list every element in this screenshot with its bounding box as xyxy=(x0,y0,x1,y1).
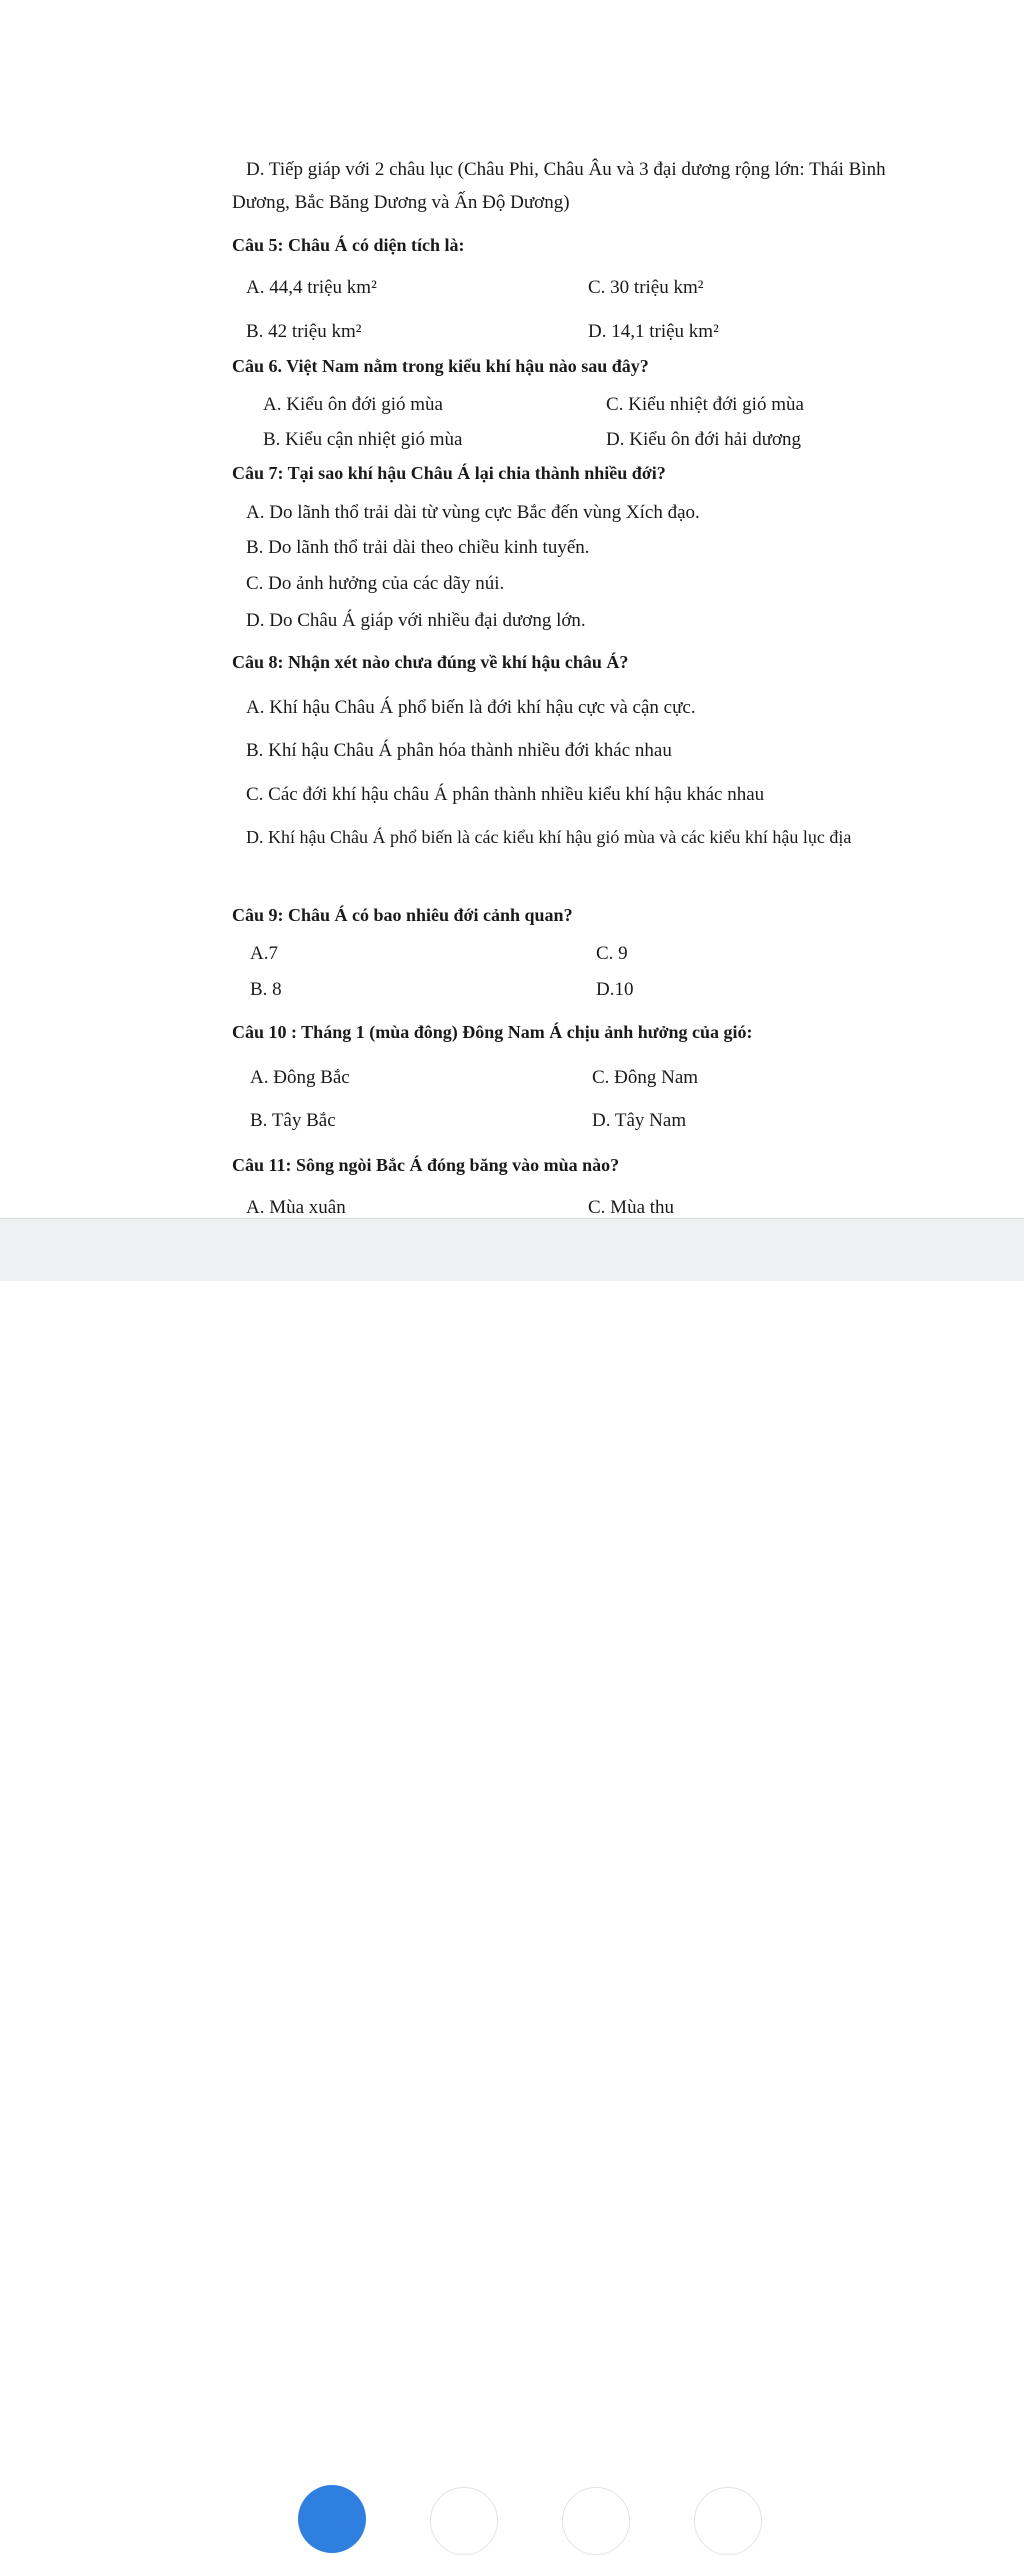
q8-option-a: A. Khí hậu Châu Á phổ biến là đới khí hậu cực và cận cực. xyxy=(246,697,696,718)
q5-option-a: A. 44,4 triệu km² xyxy=(246,277,377,298)
question-6: Câu 6. Việt Nam nằm trong kiểu khí hậu nào sau đây? xyxy=(232,356,649,376)
question-8: Câu 8: Nhận xét nào chưa đúng về khí hậu châu Á? xyxy=(232,652,629,672)
action-button-4[interactable] xyxy=(694,2487,762,2555)
question-5: Câu 5: Châu Á có diện tích là: xyxy=(232,235,465,255)
document-page xyxy=(0,0,1024,1218)
bottom-action-bar xyxy=(0,1218,1024,1281)
question-7: Câu 7: Tại sao khí hậu Châu Á lại chia thành nhiều đới? xyxy=(232,463,666,483)
q11-option-a: A. Mùa xuân xyxy=(246,1197,346,1218)
q4-option-d-line2: Dương, Bắc Băng Dương và Ấn Độ Dương) xyxy=(232,192,570,213)
action-button-2[interactable] xyxy=(430,2487,498,2555)
question-11: Câu 11: Sông ngòi Bắc Á đóng băng vào mùa nào? xyxy=(232,1155,620,1175)
q6-option-a: A. Kiểu ôn đới gió mùa xyxy=(263,394,443,415)
q9-option-a: A.7 xyxy=(250,943,278,964)
q10-option-a: A. Đông Bắc xyxy=(250,1067,350,1088)
q9-option-c: C. 9 xyxy=(596,943,628,964)
q9-option-b: B. 8 xyxy=(250,979,282,1000)
q7-option-d: D. Do Châu Á giáp với nhiều đại dương lớn. xyxy=(246,610,586,631)
action-button-3[interactable] xyxy=(562,2487,630,2555)
q10-option-b: B. Tây Bắc xyxy=(250,1110,336,1131)
q6-option-b: B. Kiểu cận nhiệt gió mùa xyxy=(263,429,463,450)
q6-option-c: C. Kiểu nhiệt đới gió mùa xyxy=(606,394,804,415)
q10-option-c: C. Đông Nam xyxy=(592,1067,699,1088)
q7-option-c: C. Do ảnh hưởng của các dãy núi. xyxy=(246,573,505,594)
q8-option-c: C. Các đới khí hậu châu Á phân thành nhiều kiểu khí hậu khác nhau xyxy=(246,784,765,805)
q5-option-b: B. 42 triệu km² xyxy=(246,321,362,342)
primary-action-button[interactable] xyxy=(298,2485,366,2553)
q6-option-d: D. Kiểu ôn đới hải dương xyxy=(606,429,802,450)
q5-option-c: C. 30 triệu km² xyxy=(588,277,704,298)
q7-option-b: B. Do lãnh thổ trải dài theo chiều kinh tuyến. xyxy=(246,537,590,558)
q11-option-c: C. Mùa thu xyxy=(588,1197,675,1218)
question-9: Câu 9: Châu Á có bao nhiêu đới cảnh quan? xyxy=(232,905,573,925)
q8-option-d: D. Khí hậu Châu Á phổ biến là các kiểu khí hậu gió mùa và các kiểu khí hậu lục địa xyxy=(246,827,852,847)
q9-option-d: D.10 xyxy=(596,979,634,1000)
q5-option-d: D. 14,1 triệu km² xyxy=(588,321,719,342)
q7-option-a: A. Do lãnh thổ trải dài từ vùng cực Bắc đến vùng Xích đạo. xyxy=(246,502,700,523)
q4-option-d-line1: D. Tiếp giáp với 2 châu lục (Châu Phi, Châu Âu và 3 đại dương rộng lớn: Thái Bình xyxy=(246,159,886,180)
question-10: Câu 10 : Tháng 1 (mùa đông) Đông Nam Á chịu ảnh hưởng của gió: xyxy=(232,1022,753,1042)
q10-option-d: D. Tây Nam xyxy=(592,1110,687,1131)
q8-option-b: B. Khí hậu Châu Á phân hóa thành nhiều đới khác nhau xyxy=(246,740,672,761)
